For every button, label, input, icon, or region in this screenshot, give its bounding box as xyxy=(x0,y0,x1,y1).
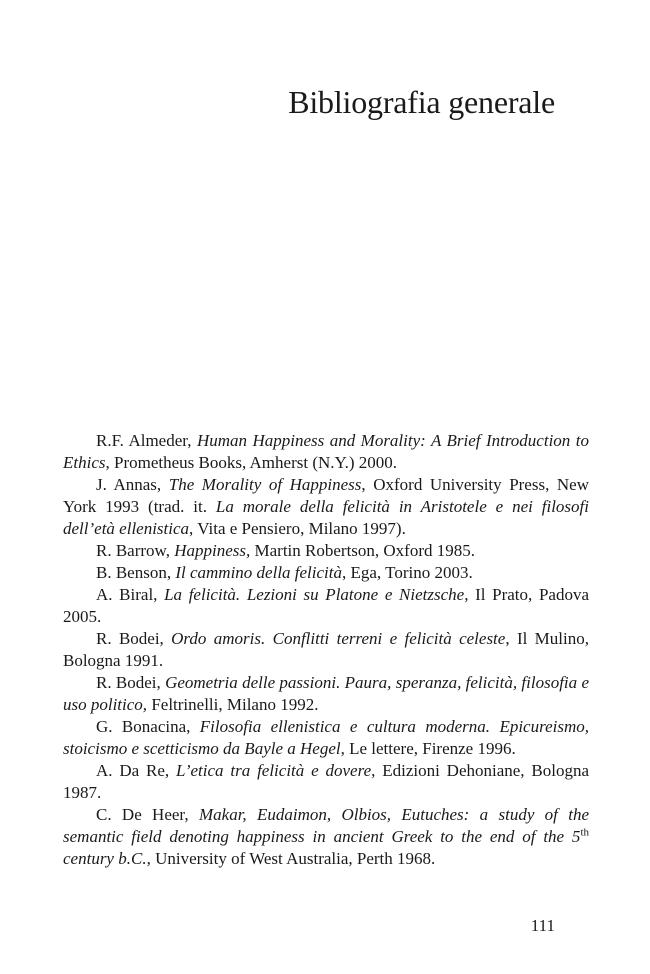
bibliography-entry: A. Da Re, L’etica tra felicità e dovere, Edizioni Dehoniane, Bologna 1987. xyxy=(63,761,589,802)
bibliography-entry: R.F. Almeder, Human Happiness and Morality: A Brief Introduction to Ethics, Prometheus Books, Amherst (N.Y.) 2000. xyxy=(63,431,589,472)
page-title: Bibliografia generale xyxy=(288,84,555,120)
page-number: 111 xyxy=(530,916,555,935)
bibliography-entry: R. Barrow, Happiness, Martin Robertson, Oxford 1985. xyxy=(96,541,476,560)
bibliography-entry: B. Benson, Il cammino della felicità, Ega, Torino 2003. xyxy=(96,563,473,582)
ordinal-superscript: th xyxy=(580,826,589,839)
bibliography-entry: J. Annas, The Morality of Happiness, Oxford University Press, New York 1993 (trad. it. La morale della felicità in Aristotele e nei filosofi dell’età ellenistica, Vita e Pensiero, Milano 1997). xyxy=(63,475,589,538)
bibliography-entry: C. De Heer, Makar, Eudaimon, Olbios, Eutuches: a study of the semantic field denoting happiness in ancient Greek to the end of the 5th century b.C., University of West Australia, Perth 1968. xyxy=(63,805,589,868)
bibliography-entry: G. Bonacina, Filosofia ellenistica e cultura moderna. Epicureismo, stoicismo e scetticismo da Bayle a Hegel, Le lettere, Firenze 1996. xyxy=(63,717,589,758)
bibliography-list xyxy=(63,430,589,870)
bibliography-entry: A. Biral, La felicità. Lezioni su Platone e Nietzsche, Il Prato, Padova 2005. xyxy=(63,585,589,626)
bibliography-entry: R. Bodei, Ordo amoris. Conflitti terreni e felicità celeste, Il Mulino, Bologna 1991. xyxy=(63,629,589,670)
bibliography-entry: R. Bodei, Geometria delle passioni. Paura, speranza, felicità, filosofia e uso politico, Feltrinelli, Milano 1992. xyxy=(63,673,589,714)
